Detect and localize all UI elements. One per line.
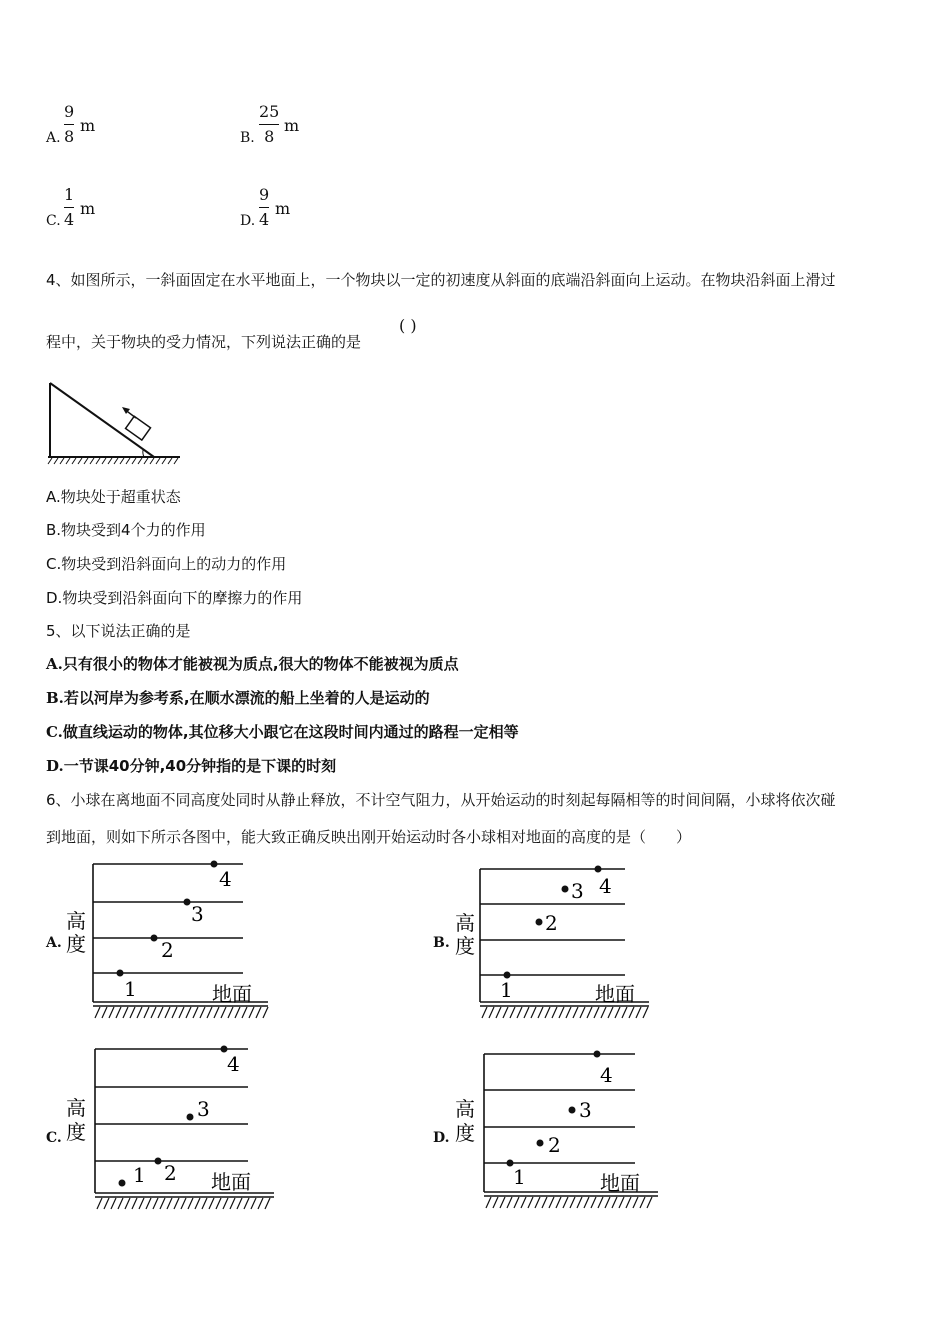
- ground-hatching: [48, 458, 178, 464]
- q6-figure-d: [451, 1046, 665, 1212]
- ball-2-label: 2: [548, 1133, 561, 1157]
- ground-hatching: [95, 1007, 268, 1018]
- q6-figure-c-letter: C.: [46, 1130, 62, 1146]
- height-label-bottom: 度: [66, 1120, 86, 1144]
- q6-figure-c: [62, 1043, 278, 1213]
- q5-option-d: D.一节课40分钟,40分钟指的是下课的时刻: [46, 757, 337, 775]
- numerator: 25: [259, 102, 280, 121]
- ground-label: 地面: [212, 982, 252, 1006]
- ground-label: 地面: [595, 982, 635, 1006]
- denominator: 4: [259, 210, 270, 229]
- ball-2-label: 2: [545, 911, 558, 935]
- ball-3: [569, 1107, 576, 1114]
- ball-4: [594, 1051, 601, 1058]
- unit: m: [80, 199, 96, 218]
- q6-figure-d-letter: D.: [433, 1130, 450, 1146]
- block: [126, 416, 151, 440]
- q3-option-b-letter: B.: [240, 130, 255, 146]
- ball-3: [184, 899, 191, 906]
- q5-option-a: A.只有很小的物体才能被视为质点,很大的物体不能被视为质点: [46, 655, 459, 673]
- q6-stem-line2: 到地面，则如下所示各图中，能大致正确反映出刚开始运动时各小球相对地面的高度的是（ ）: [46, 828, 692, 846]
- ball-4-label: 4: [600, 1063, 613, 1087]
- ball-1-label: 1: [124, 977, 137, 1001]
- ball-1-label: 1: [133, 1163, 146, 1187]
- height-label-top: 高: [66, 1096, 86, 1120]
- ball-2-label: 2: [161, 938, 174, 962]
- q3-option-a-letter: A.: [46, 130, 61, 146]
- ball-2: [155, 1158, 162, 1165]
- ground-label: 地面: [600, 1171, 640, 1195]
- velocity-arrow: [122, 407, 136, 418]
- q5-option-b: B.若以河岸为参考系,在顺水漂流的船上坐着的人是运动的: [46, 689, 430, 707]
- ball-4-label: 4: [219, 867, 232, 891]
- q4-option-a: A.物块处于超重状态: [46, 488, 181, 506]
- ball-3: [187, 1114, 194, 1121]
- ground-hatching: [482, 1007, 648, 1018]
- ball-4-label: 4: [599, 874, 612, 898]
- q6-figure-b: [451, 862, 661, 1024]
- denominator: 8: [264, 127, 275, 146]
- ball-4: [211, 861, 218, 868]
- q6-stem-line1: 6、小球在离地面不同高度处同时从静止释放，不计空气阻力，从开始运动的时刻起每隔相等的时间间隔，小球将依次碰: [46, 791, 836, 809]
- numerator: 1: [64, 185, 75, 204]
- ball-3-label: 3: [579, 1098, 592, 1122]
- q3-option-a-fraction: [64, 103, 74, 146]
- ground-hatching: [486, 1197, 652, 1208]
- unit: m: [275, 199, 291, 218]
- q6-figure-a: [62, 858, 272, 1023]
- numerator: 9: [259, 185, 270, 204]
- q6-figure-a-letter: A.: [46, 935, 62, 951]
- ball-2: [151, 935, 158, 942]
- height-label-top: 高: [455, 911, 475, 935]
- q4-option-c: C.物块受到沿斜面向上的动力的作用: [46, 555, 287, 573]
- incline-diagram: [44, 375, 186, 467]
- q3-option-d-fraction: [259, 186, 269, 229]
- denominator: 4: [64, 210, 75, 229]
- ball-1: [117, 970, 124, 977]
- ball-4: [595, 866, 602, 873]
- ball-2-label: 2: [164, 1161, 177, 1185]
- ground-hatching: [97, 1198, 270, 1209]
- ball-2: [537, 1140, 544, 1147]
- q4-option-b: B.物块受到4个力的作用: [46, 521, 206, 539]
- ball-3-label: 3: [191, 902, 204, 926]
- q5-stem: 5、以下说法正确的是: [46, 622, 191, 640]
- q3-option-b-fraction: [259, 103, 279, 146]
- q6-figure-b-letter: B.: [433, 935, 450, 951]
- numerator: 9: [64, 102, 75, 121]
- unit: m: [284, 116, 300, 135]
- q4-answer-paren: ( ): [399, 316, 417, 335]
- height-label-top: 高: [66, 909, 86, 933]
- q4-option-d: D.物块受到沿斜面向下的摩擦力的作用: [46, 589, 303, 607]
- ball-3: [562, 886, 569, 893]
- q4-stem-line1: 4、如图所示，一斜面固定在水平地面上，一个物块以一定的初速度从斜面的底端沿斜面向上运动。在物块沿斜面上滑过: [46, 271, 836, 289]
- ball-1-label: 1: [500, 978, 513, 1002]
- q3-option-c-letter: C.: [46, 213, 61, 229]
- ground-label: 地面: [211, 1170, 251, 1194]
- q3-option-c-fraction: [64, 186, 74, 229]
- q5-option-c: C.做直线运动的物体,其位移大小跟它在这段时间内通过的路程一定相等: [46, 723, 519, 741]
- height-label-bottom: 度: [66, 932, 86, 956]
- height-label-bottom: 度: [455, 934, 475, 958]
- q3-option-d-letter: D.: [240, 213, 256, 229]
- height-label-bottom: 度: [455, 1121, 475, 1145]
- unit: m: [80, 116, 96, 135]
- angle-arc: [143, 450, 144, 457]
- ball-4-label: 4: [227, 1052, 240, 1076]
- height-label-top: 高: [455, 1097, 475, 1121]
- denominator: 8: [64, 127, 75, 146]
- ball-1: [119, 1180, 126, 1187]
- ball-2: [536, 919, 543, 926]
- ball-3-label: 3: [197, 1097, 210, 1121]
- ball-1-label: 1: [513, 1165, 526, 1189]
- ball-3-label: 3: [571, 879, 584, 903]
- q4-stem-line2: 程中，关于物块的受力情况，下列说法正确的是: [46, 333, 362, 351]
